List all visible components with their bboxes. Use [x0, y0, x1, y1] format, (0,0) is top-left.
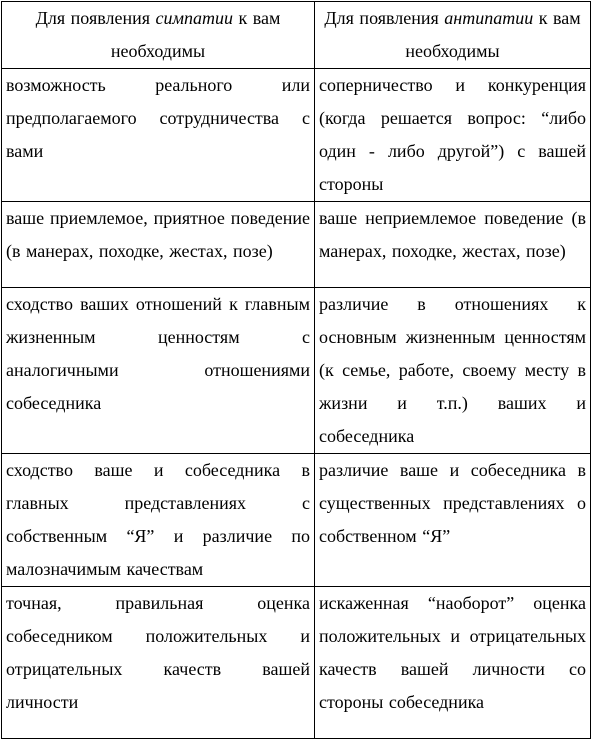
table-row [2, 454, 591, 587]
sympathy-cell: точная, правильная оценка собеседником положительных и отрицательных качеств вашей личности [2, 587, 315, 739]
antipathy-cell: соперничество и конкуренция (когда решается вопрос: “либо один - либо другой”) с вашей стороны [315, 69, 591, 202]
table-header-row [2, 2, 591, 69]
header-text: к вам необходимы [110, 8, 281, 61]
antipathy-cell: искаженная “наоборот” оценка положительных и отрицательных качеств вашей личности со стороны собеседника [315, 587, 591, 739]
header-emphasis: симпатии [155, 8, 233, 28]
table-row [2, 587, 591, 739]
table-row [2, 69, 591, 202]
antipathy-cell: ваше неприемлемое поведение (в манерах, походке, жестах, позе) [315, 202, 591, 288]
comparison-table [1, 1, 591, 739]
sympathy-cell: сходство ваших отношений к главным жизненным ценностям с аналогичными отношениями собеседника [2, 288, 315, 454]
header-antipathy [315, 2, 591, 69]
sympathy-cell: сходство ваше и собеседника в главных представлениях с собственным “Я” и различие по малозначимым качествам [2, 454, 315, 587]
header-text: Для появления [324, 8, 445, 28]
table-row [2, 288, 591, 454]
antipathy-cell: различие ваше и собеседника в существенных представлениях о собственном “Я” [315, 454, 591, 587]
header-text: Для появления [35, 8, 156, 28]
sympathy-cell: возможность реального или предполагаемого сотрудничества с вами [2, 69, 315, 202]
sympathy-cell: ваше приемлемое, приятное поведение (в манерах, походке, жестах, позе) [2, 202, 315, 288]
table-row [2, 202, 591, 288]
antipathy-cell: различие в отношениях к основным жизненным ценностям (к семье, работе, своему месту в жизни и т.п.) ваших и собеседника [315, 288, 591, 454]
header-sympathy [2, 2, 315, 69]
header-text: к вам необходимы [405, 8, 581, 61]
header-emphasis: антипатии [444, 8, 534, 28]
